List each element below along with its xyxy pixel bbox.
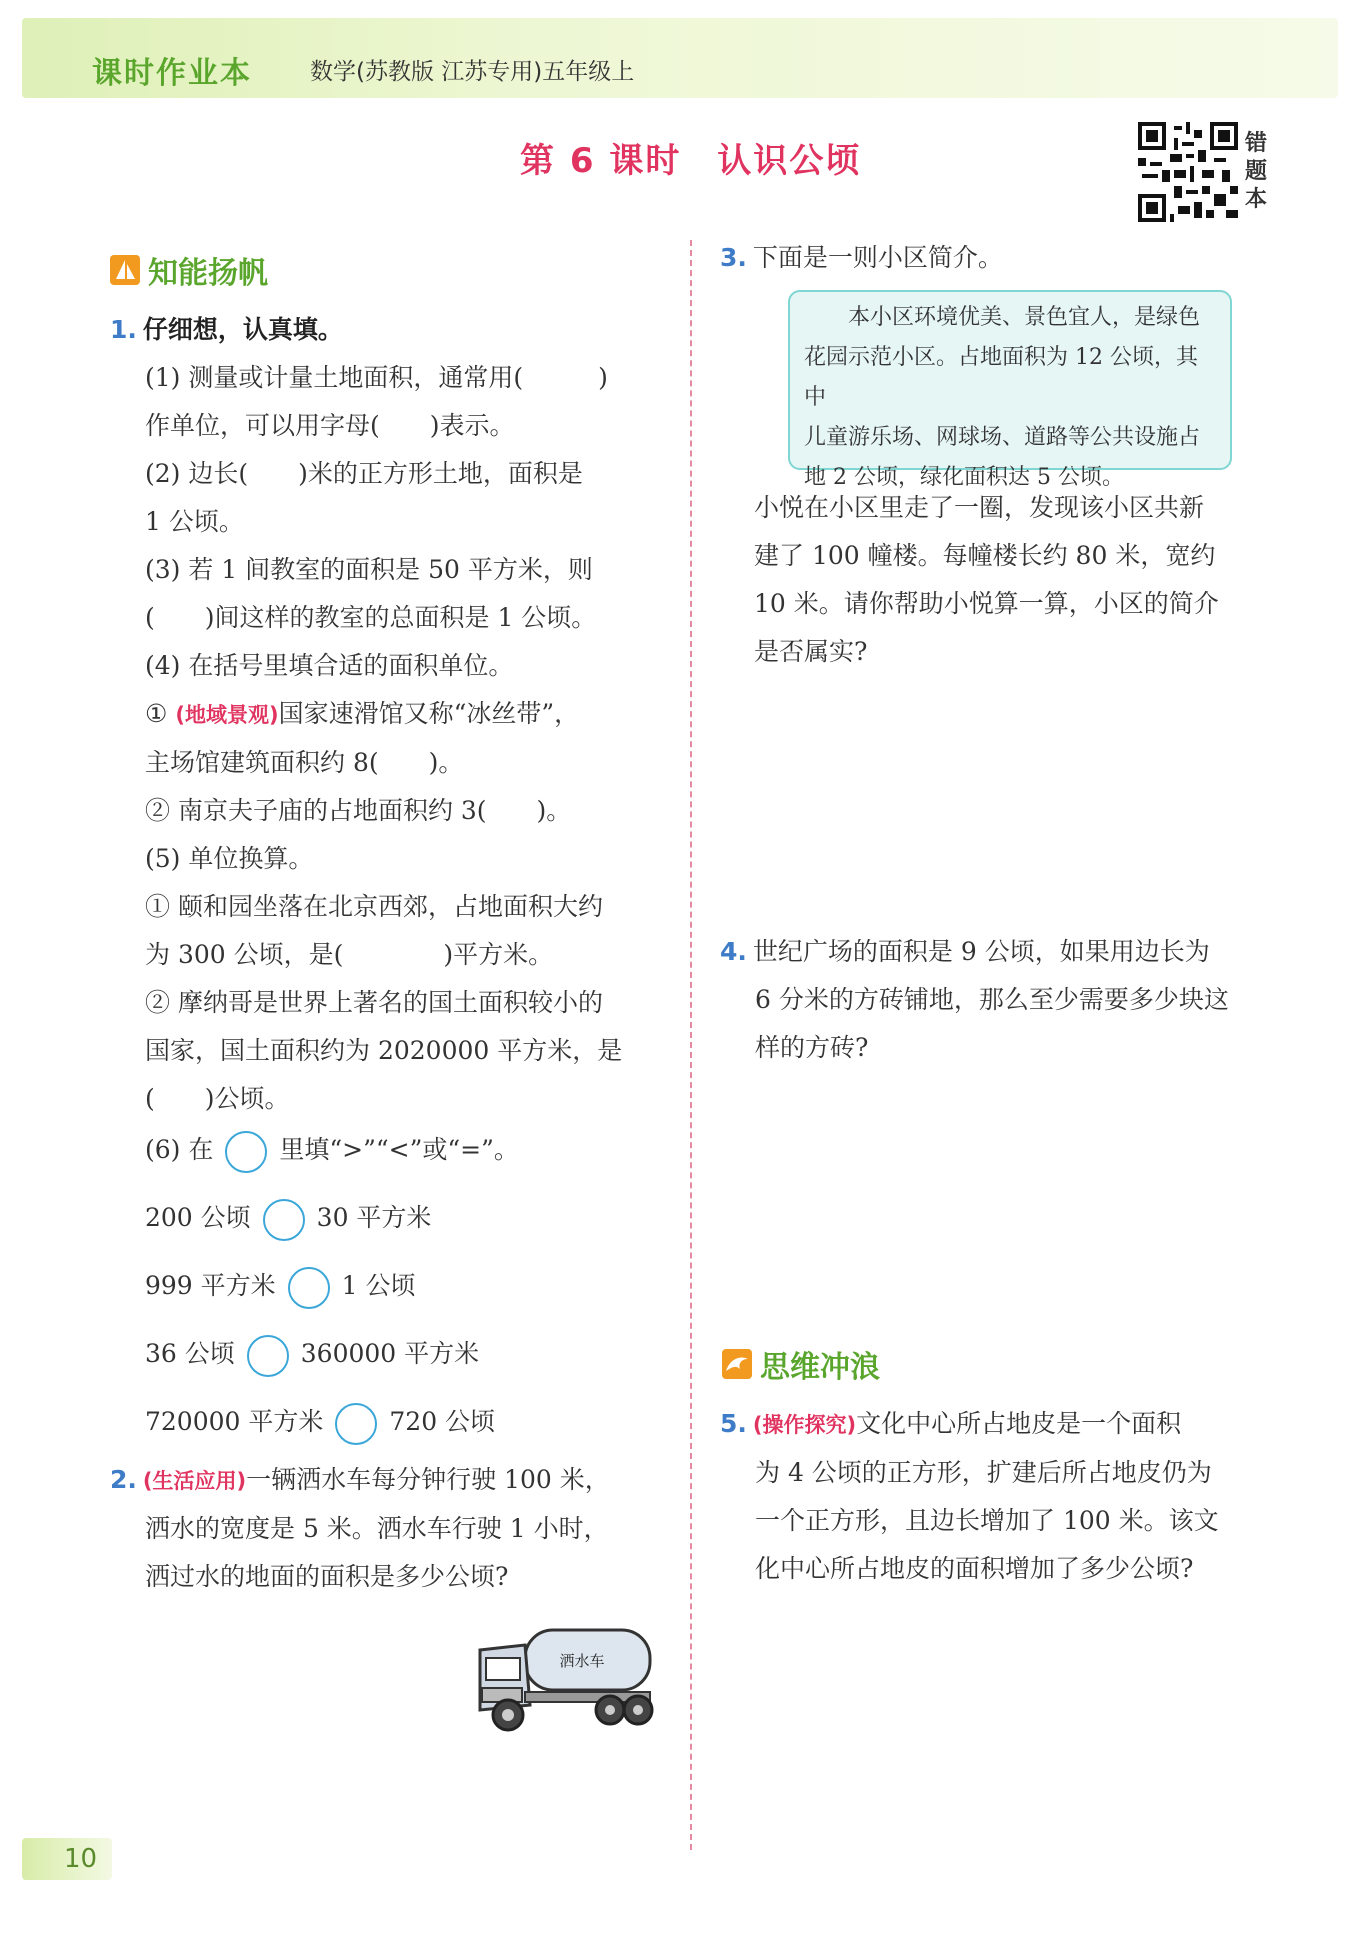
lesson-name: 认识公顷 [717,141,862,181]
qr-code-icon[interactable] [1138,122,1238,222]
compare-circle [225,1131,267,1173]
brand-title: 课时作业本 [92,56,252,91]
question-number: 2. [110,1465,137,1494]
q1-line: 为 300 公顷，是( )平方米。 [145,940,554,969]
intro-line: 本小区环境优美、景色宜人，是绿色 [848,305,1201,330]
compare-answer-circle[interactable] [247,1335,289,1377]
q1-line: (1) 测量或计量土地面积，通常用( ) [145,363,608,392]
q5-line: 为 4 公顷的正方形，扩建后所占地皮仍为 [755,1458,1212,1487]
q1-line: (2) 边长( )米的正方形土地，面积是 [145,459,583,488]
q1-line: 1 公顷。 [145,507,244,536]
section-title-1: 知能扬帆 [148,256,268,291]
q1-line: (5) 单位换算。 [145,844,314,873]
q1-line: 主场馆建筑面积约 8( )。 [145,748,464,777]
compare-answer-circle[interactable] [335,1403,377,1445]
q5-line: 化中心所占地皮的面积增加了多少公顷? [755,1554,1194,1583]
compare-answer-circle[interactable] [288,1267,330,1309]
question-number: 5. [720,1409,747,1438]
q3-line: 是否属实? [754,637,868,666]
q1-line: 国家，国土面积约为 2020000 平方米，是 [145,1036,623,1065]
sail-icon [110,255,140,285]
topic-tag: (操作探究) [752,1413,857,1437]
question-number: 4. [720,937,747,966]
q4-line: 6 分米的方砖铺地，那么至少需要多少块这 [755,985,1229,1014]
compare-row: 200 公顷 30 平方米 [145,1198,431,1241]
question-1-body [145,354,622,1123]
q4-line: 样的方砖? [755,1033,869,1062]
q1-line: ① 颐和园坐落在北京西郊，占地面积大约 [145,892,603,921]
q3-line: 10 米。请你帮助小悦算一算，小区的简介 [754,589,1219,618]
q1-line: 作单位，可以用字母( )表示。 [145,411,515,440]
q1-item-4-1: ① (地域景观)国家速滑馆又称“冰丝带”， [145,699,580,728]
q1-item-4-2: ② 南京夫子庙的占地面积约 3( )。 [145,796,572,825]
community-intro-box [788,290,1232,490]
intro-line: 花园示范小区。占地面积为 12 公顷，其中 [804,345,1198,410]
compare-row: 36 公顷 360000 平方米 [145,1334,479,1377]
section-heading-2 [722,1342,880,1386]
compare-answer-circle[interactable] [263,1199,305,1241]
book-subtitle: 数学(苏教版 江苏专用)五年级上 [310,59,635,85]
topic-tag: (地域景观) [175,703,279,727]
q3-line: 小悦在小区里走了一圈，发现该小区共新 [754,493,1205,522]
section-heading-1 [110,248,268,292]
column-divider [690,240,692,1850]
lesson-title [520,133,861,182]
q2-line: 洒过水的地面的面积是多少公顷? [145,1562,509,1591]
intro-line: 地 2 公顷，绿化面积达 5 公顷。 [804,465,1124,490]
question-2: 2. (生活应用)一辆洒水车每分钟行驶 100 米， 洒水的宽度是 5 米。洒水车行驶 1 小时， 洒过水的地面的面积是多少公顷? [110,1456,610,1601]
intro-line: 儿童游乐场、网球场、道路等公共设施占 [804,425,1201,450]
question-number: 1. [110,315,137,344]
compare-row: 720000 平方米 720 公顷 [145,1402,495,1445]
question-4: 4. 世纪广场的面积是 9 公顷，如果用边长为 6 分米的方砖铺地，那么至少需要多少块这 样的方砖? [720,928,1229,1072]
question-5: 5. (操作探究)文化中心所占地皮是一个面积 为 4 公顷的正方形，扩建后所占地皮仍为 一个正方形，且边长增加了 100 米。该文 化中心所占地皮的面积增加了多少公顷? [720,1400,1219,1593]
q2-line: 洒水的宽度是 5 米。洒水车行驶 1 小时， [145,1514,609,1543]
truck-label: 洒水车 [559,1652,605,1670]
section-title-2: 思维冲浪 [760,1350,880,1385]
compare-row: 999 平方米 1 公顷 [145,1266,416,1309]
question-3-body [754,484,1219,676]
compare-instruction: (6) 在 里填“>”“<”或“=”。 [145,1130,519,1173]
wrong-answer-book-label[interactable]: 错题本 [1245,131,1268,212]
question-title: 仔细想，认真填。 [142,315,343,344]
q1-line: ( )间这样的教室的总面积是 1 公顷。 [145,603,597,632]
question-3: 3. 下面是一则小区简介。 [720,243,1003,272]
q1-line: ② 摩纳哥是世界上著名的国土面积较小的 [145,988,603,1017]
question-number: 3. [720,243,747,272]
lesson-number: 第 6 课时 [520,141,682,181]
q5-line: 一个正方形，且边长增加了 100 米。该文 [755,1506,1219,1535]
q3-line: 建了 100 幢楼。每幢楼长约 80 米，宽约 [754,541,1216,570]
page-number: 10 [22,1838,112,1880]
wave-icon [722,1349,752,1379]
q1-line: (3) 若 1 间教室的面积是 50 平方米，则 [145,555,593,584]
q1-line: ( )公顷。 [145,1084,290,1113]
topic-tag: (生活应用) [142,1469,247,1493]
question-1 [110,306,343,354]
q1-line: (4) 在括号里填合适的面积单位。 [145,651,514,680]
water-truck-illustration [470,1610,660,1740]
